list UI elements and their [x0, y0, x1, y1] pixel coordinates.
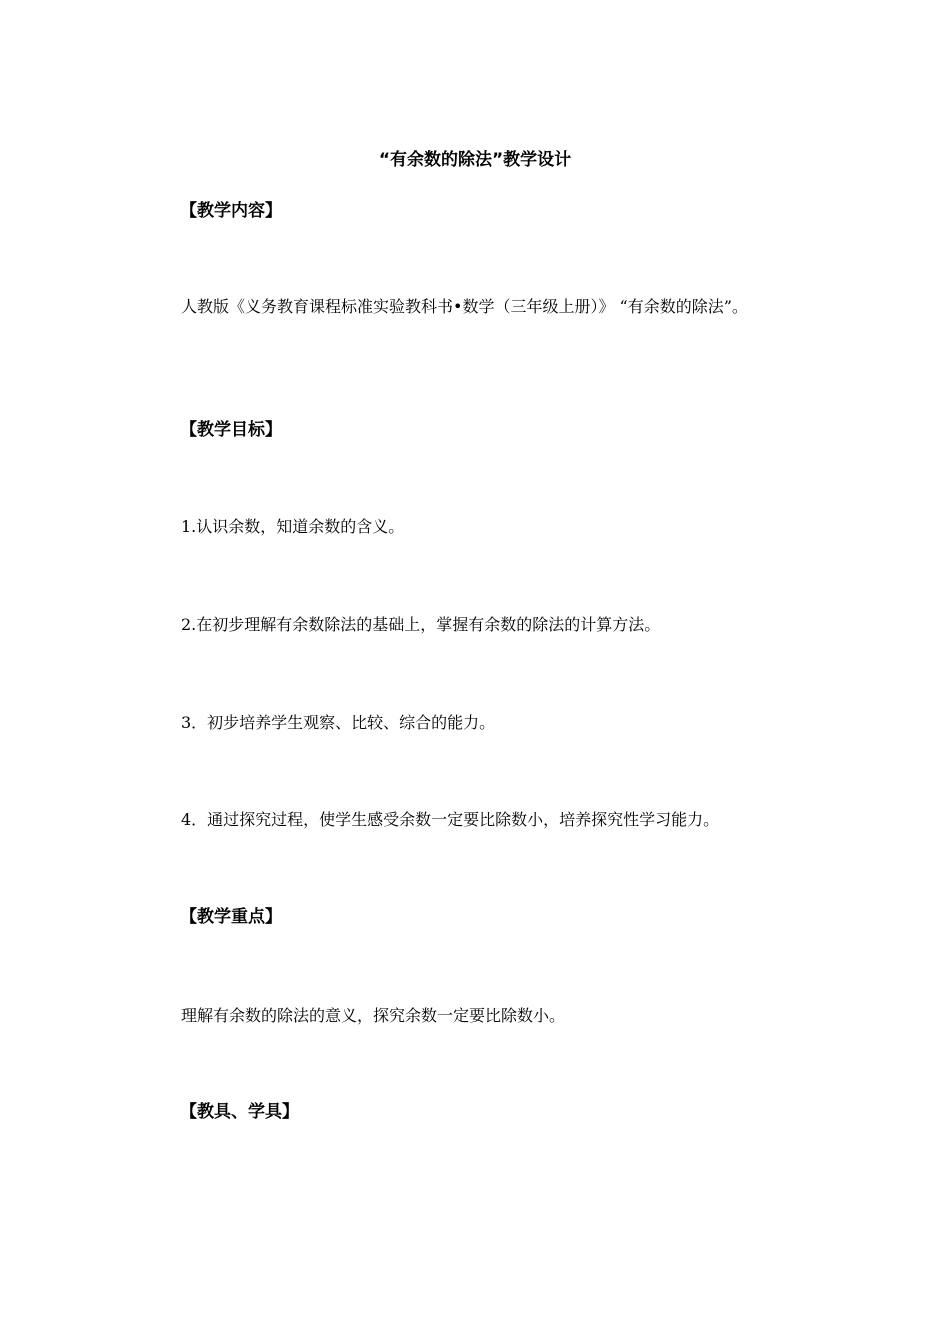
- document-title: “有余数的除法”教学设计: [378, 150, 572, 170]
- section-heading-content: 【教学内容】: [180, 201, 282, 221]
- section-heading-materials: 【教具、学具】: [180, 1102, 299, 1122]
- objective-item-4: 4．通过探究过程，使学生感受余数一定要比除数小，培养探究性学习能力。: [181, 810, 720, 829]
- objective-item-2: 2.在初步理解有余数除法的基础上，掌握有余数的除法的计算方法。: [181, 615, 661, 634]
- key-point-paragraph: 理解有余数的除法的意义，探究余数一定要比除数小。: [181, 1006, 566, 1025]
- section-heading-key-points: 【教学重点】: [180, 907, 282, 927]
- section-heading-objectives: 【教学目标】: [180, 420, 282, 440]
- objective-item-1: 1.认识余数，知道余数的含义。: [181, 517, 405, 536]
- objective-item-3: 3．初步培养学生观察、比较、综合的能力。: [181, 713, 496, 732]
- content-paragraph: 人教版《义务教育课程标准实验教科书•数学（三年级上册）》 “有余数的除法”。: [181, 297, 748, 316]
